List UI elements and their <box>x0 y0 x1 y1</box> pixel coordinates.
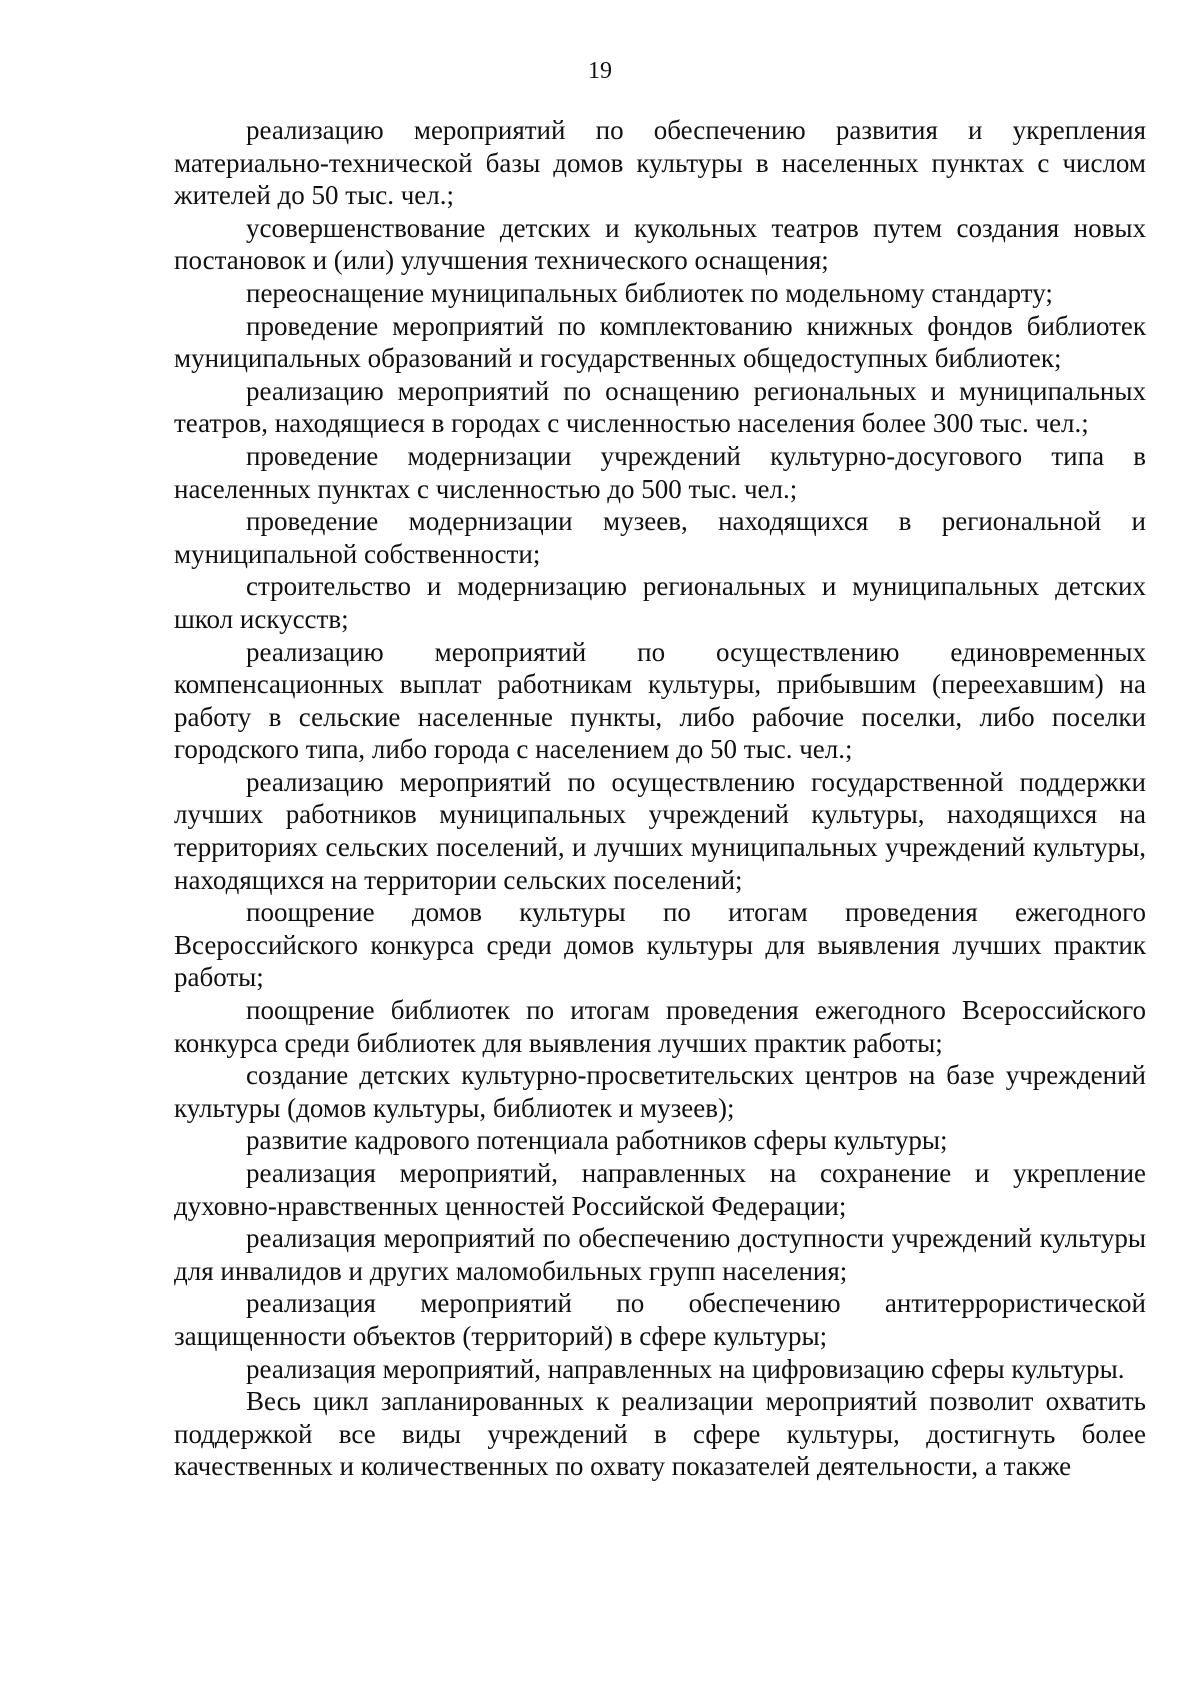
paragraph-1: реализацию мероприятий по обеспечению развития и укрепления материально-технической базы домов культуры в населенных пунктах с числом жителей до 50 тыс. чел.; <box>174 115 1146 211</box>
paragraph-7: проведение модернизации музеев, находящихся в региональной и муниципальной собственности; <box>174 506 1146 569</box>
paragraph-8: строительство и модернизацию региональных и муниципальных детских школ искусств; <box>174 571 1146 634</box>
paragraph-6: проведение модернизации учреждений культурно-досугового типа в населенных пунктах с численностью до 500 тыс. чел.; <box>174 440 1146 504</box>
paragraph-2: усовершенствование детских и кукольных театров путем создания новых постановок и (или) улучшения технического оснащения; <box>174 212 1146 276</box>
paragraph-13: создание детских культурно-просветительских центров на базе учреждений культуры (домов культуры, библиотек и музеев); <box>174 1060 1146 1123</box>
paragraph-5: реализацию мероприятий по оснащению региональных и муниципальных театров, находящиеся в городах с численностью населения более 300 тыс. чел.; <box>174 375 1146 439</box>
paragraph-16: реализация мероприятий по обеспечению доступности учреждений культуры для инвалидов и других маломобильных групп населения; <box>174 1223 1146 1286</box>
paragraph-10: реализацию мероприятий по осуществлению государственной поддержки лучших работников муниципальных учреждений культуры, находящихся на территориях сельских поселений, и лучших муниципальных учреждений культуры, находящихся на территории сельских поселений; <box>174 766 1146 895</box>
body-text <box>174 114 1146 1483</box>
paragraph-11: поощрение домов культуры по итогам проведения ежегодного Всероссийского конкурса среди домов культуры для выявления лучших практик работы; <box>174 897 1146 993</box>
paragraph-18: реализация мероприятий, направленных на цифровизацию сферы культуры. <box>246 1353 1125 1384</box>
paragraph-4: проведение мероприятий по комплектованию книжных фондов библиотек муниципальных образований и государственных общедоступных библиотек; <box>174 310 1146 374</box>
paragraph-9: реализацию мероприятий по осуществлению единовременных компенсационных выплат работникам культуры, прибывшим (переехавшим) на работу в сельские населенные пункты, либо рабочие поселки, либо поселки городского типа, либо города с населением до 50 тыс. чел.; <box>174 636 1146 765</box>
paragraph-12: поощрение библиотек по итогам проведения ежегодного Всероссийского конкурса среди библиотек для выявления лучших практик работы; <box>174 995 1146 1058</box>
page-number: 19 <box>588 58 612 84</box>
paragraph-15: реализация мероприятий, направленных на сохранение и укрепление духовно-нравственных ценностей Российской Федерации; <box>174 1158 1146 1221</box>
paragraph-14: развитие кадрового потенциала работников сферы культуры; <box>246 1125 948 1156</box>
paragraph-17: реализация мероприятий по обеспечению антитеррористической защищенности объектов (территорий) в сфере культуры; <box>174 1288 1146 1351</box>
paragraph-3: переоснащение муниципальных библиотек по модельному стандарту; <box>246 277 1053 308</box>
paragraph-19: Весь цикл запланированных к реализации мероприятий позволит охватить поддержкой все виды учреждений в сфере культуры, достигнуть более качественных и количественных по охвату показателей деятельности, а также <box>174 1386 1146 1482</box>
